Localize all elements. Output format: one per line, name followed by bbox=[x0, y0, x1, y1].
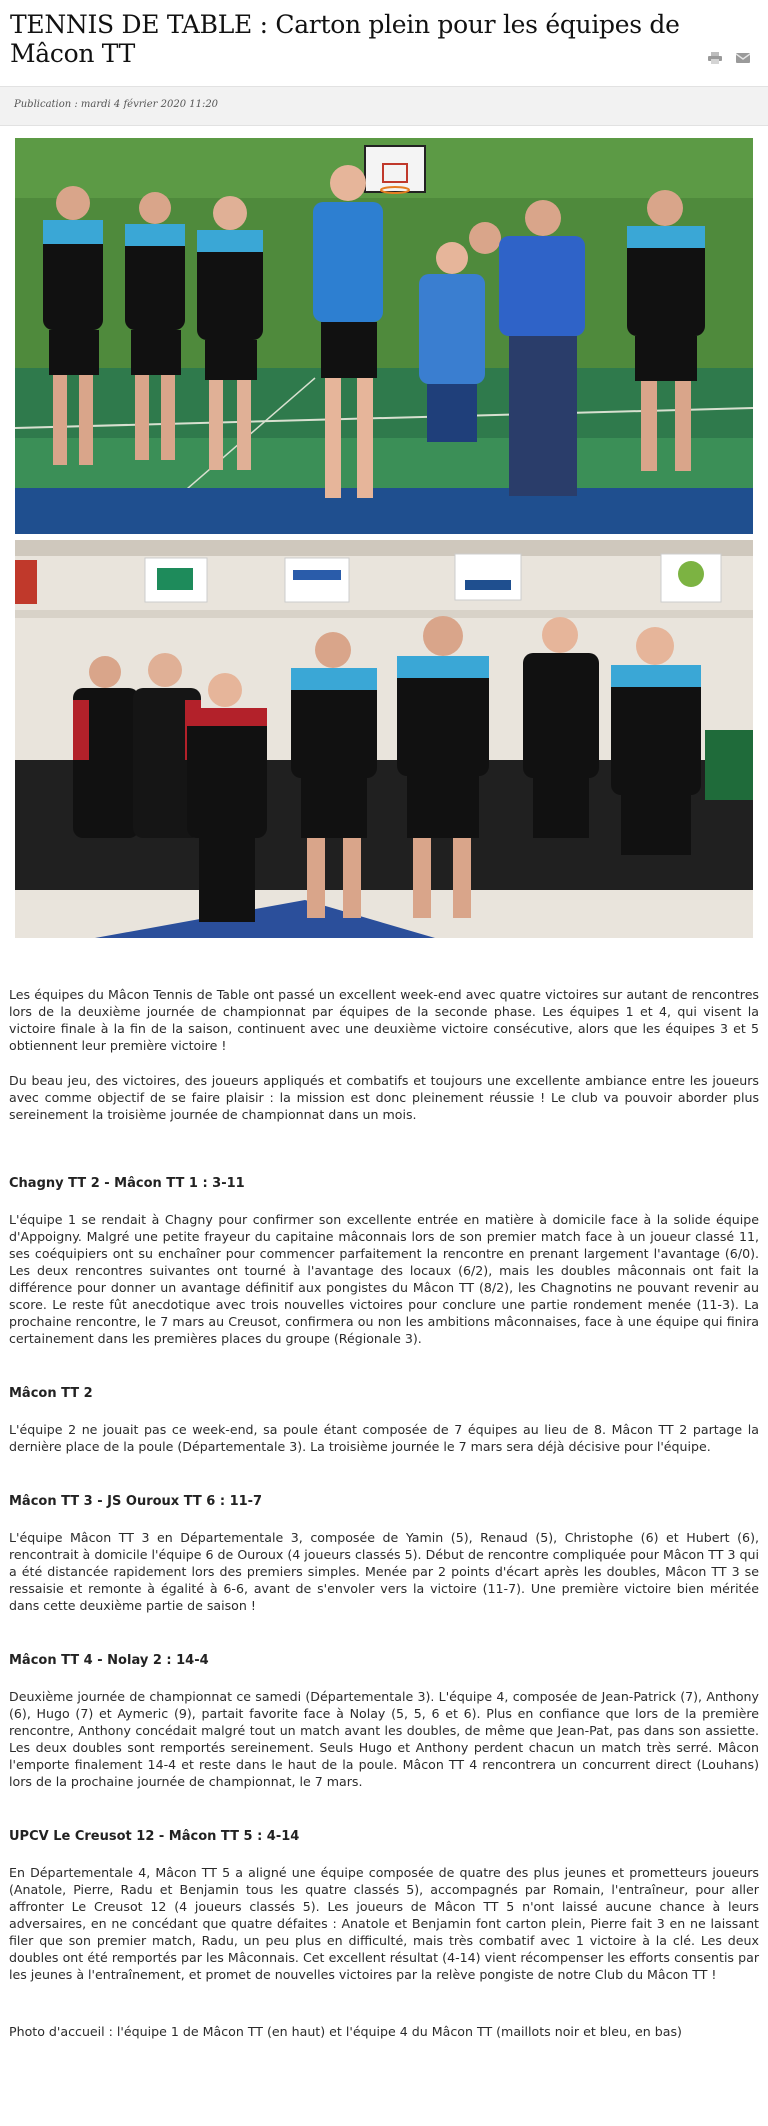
section-heading-macon-tt-3: Mâcon TT 3 - JS Ouroux TT 6 : 11-7 bbox=[9, 1494, 263, 1509]
section-text-macon-tt-4: Deuxième journée de championnat ce samedi (Départementale 3). L'équipe 4, composée de Jean-Patrick (7), Anthony (6), Hugo (7) et Aymeric (9), partait favorite face à Nolay (5, 5, 6 et 6). Plus en confiance que lors de la première rencontre, Anthony concédait malgré tout un match avant les doubles, de même que Jean-Pat, pas dans son assiette. Les deux doubles sont remportés sereinement. Seuls Hugo et Anthony perdent chacun un match très serré. Mâcon l'emporte finalement 14-4 et reste dans le haut de la poule. Mâcon TT 4 rencontrera un concurrent direct (Louhans) lors de la prochaine journée de championnat, le 7 mars. bbox=[9, 1689, 759, 1789]
section-heading-macon-tt-5: UPCV Le Creusot 12 - Mâcon TT 5 : 4-14 bbox=[9, 1829, 300, 1844]
section-text-macon-tt-3: L'équipe Mâcon TT 3 en Départementale 3, composée de Yamin (5), Renaud (5), Christophe (6) et Hubert (6), rencontrait à domicile l'équipe 6 de Ouroux (4 joueurs classés 5). Début de rencontre compliquée pour Mâcon TT 3 qui a été distancée rapidement lors des premiers simples. Menée par 2 points d'écart après les doubles, Mâcon TT 3 se ressaisie et remonte à égalité à 6-6, avant de s'envoler vers la victoire (11-7). Une première victoire bien méritée dans cette deuxième partie de saison ! bbox=[9, 1530, 759, 1613]
section-text-chagny: L'équipe 1 se rendait à Chagny pour confirmer son excellente entrée en matière à domicile face à la solide équipe d'Appoigny. Malgré une petite frayeur du capitaine mâconnais lors de son premier match face à un joueur classé 11, ses coéquipiers ont su enchaîner pour commencer parfaitement la rencontre en prenant largement l'avantage (6/0). Les deux rencontres suivantes ont tourné à l'avantage des locaux (6/2), mais les doubles mâconnais ont fait la différence pour donner un avantage définitif aux pongistes du Mâcon TT (8/2), les Chagnotins ne pouvant revenir au score. Le reste fût anecdotique avec trois nouvelles victoires pour conclure une partie rondement menée (11-3). La prochaine rencontre, le 7 mars au Creusot, confirmera ou non les ambitions mâconnaises, face à une équipe qui finira certainement dans les premières places du groupe (Régionale 3). bbox=[9, 1212, 759, 1346]
section-heading-macon-tt-2: Mâcon TT 2 bbox=[9, 1386, 93, 1401]
photo-equipe-1 bbox=[15, 138, 753, 534]
envelope-icon[interactable] bbox=[736, 52, 750, 64]
article-body bbox=[9, 986, 759, 2040]
photo-caption: Photo d'accueil : l'équipe 1 de Mâcon TT (en haut) et l'équipe 4 du Mâcon TT (maillots noir et bleu, en bas) bbox=[9, 2024, 682, 2039]
team-photo-2-image bbox=[15, 540, 753, 938]
article-tools bbox=[708, 52, 750, 64]
intro-paragraph-1: Les équipes du Mâcon Tennis de Table ont passé un excellent week-end avec quatre victoires sur autant de rencontres lors de la deuxième journée de championnat par équipes de la seconde phase. Les équipes 1 et 4, qui visent la victoire finale à la fin de la saison, continuent avec une deuxième victoire consécutive, alors que les équipes 3 et 5 obtiennent leur première victoire ! bbox=[9, 987, 759, 1053]
section-text-macon-tt-5: En Départementale 4, Mâcon TT 5 a aligné une équipe composée de quatre des plus jeunes et prometteurs joueurs (Anatole, Pierre, Radu et Benjamin tous les quatre classés 5), accompagnés par Romain, l'entraîneur, pour aller affronter Le Creusot 12 (4 joueurs classés 5). Les joueurs de Mâcon TT 5 n'ont laissé aucune chance à leurs adversaires, en ne concédant que quatre défaites : Anatole et Benjamin font carton plein, Pierre fait 3 en ne laissant filer que son premier match, Radu, un peu plus en difficulté, mais très combatif avec 1 victoire à la clé. Les deux doubles ont été remportés par les Mâconnais. Cet excellent résultat (4-14) vient récompenser les efforts consentis par les jeunes à l'entraînement, et promet de nouvelles victoires par la relève pongiste de notre Club du Mâcon TT ! bbox=[9, 1865, 759, 1982]
article-title: TENNIS DE TABLE : Carton plein pour les équipes de Mâcon TT bbox=[10, 10, 680, 68]
photo-equipe-4 bbox=[15, 540, 753, 938]
printer-icon[interactable] bbox=[708, 52, 722, 64]
publication-bar bbox=[0, 86, 768, 126]
section-heading-macon-tt-4: Mâcon TT 4 - Nolay 2 : 14-4 bbox=[9, 1653, 209, 1668]
intro-paragraph-2: Du beau jeu, des victoires, des joueurs appliqués et combatifs et toujours une excellente ambiance entre les joueurs avec comme objectif de se faire plaisir : la mission est donc pleinement réussie ! Le club va pouvoir aborder plus sereinement la troisième journée de championnat dans un mois. bbox=[9, 1073, 759, 1122]
section-heading-chagny: Chagny TT 2 - Mâcon TT 1 : 3-11 bbox=[9, 1176, 245, 1191]
section-text-macon-tt-2: L'équipe 2 ne jouait pas ce week-end, sa poule étant composée de 7 équipes au lieu de 8. Mâcon TT 2 partage la dernière place de la poule (Départementale 3). La troisième journée le 7 mars sera déjà décisive pour l'équipe. bbox=[9, 1422, 759, 1454]
publication-date: Publication : mardi 4 février 2020 11:20 bbox=[14, 99, 219, 110]
team-photo-1-image bbox=[15, 138, 753, 534]
